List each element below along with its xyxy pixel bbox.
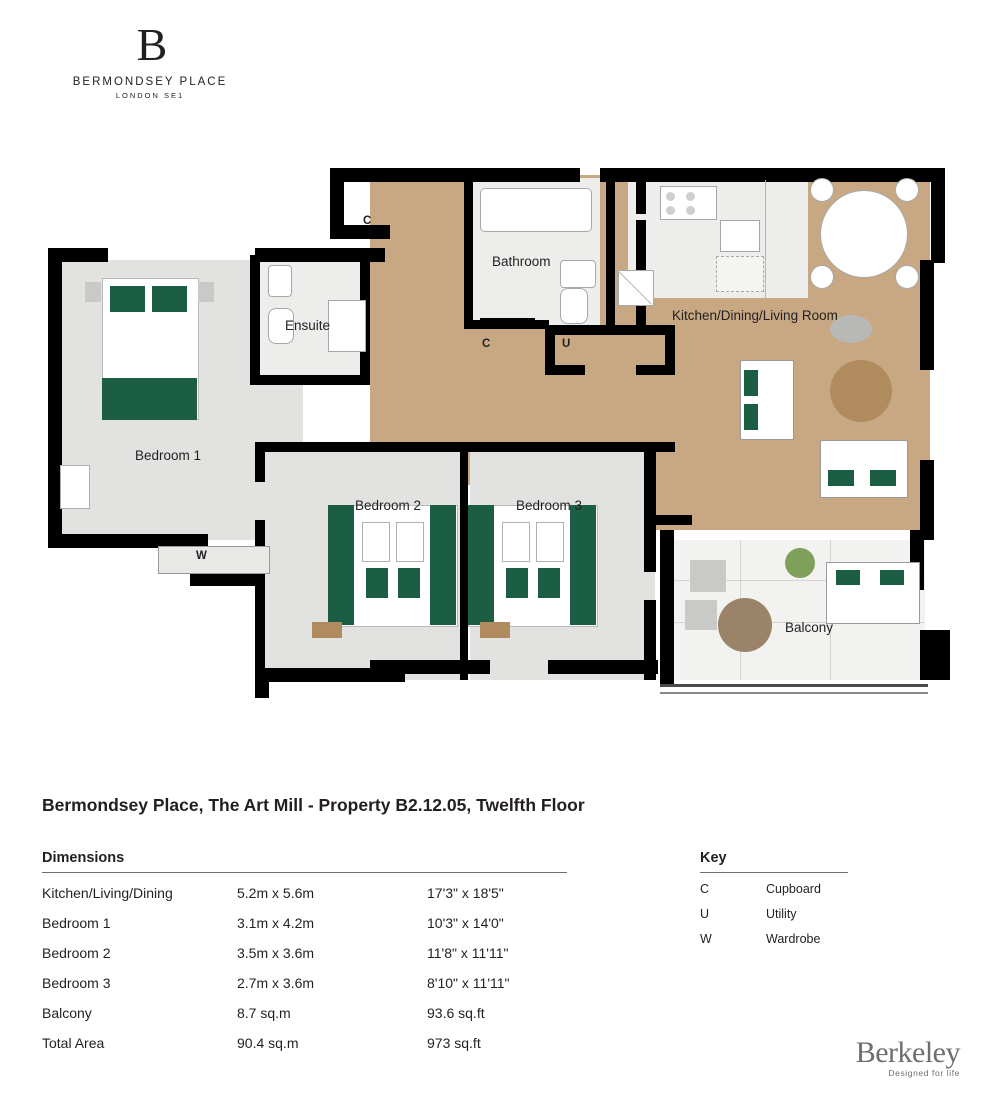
pillow — [152, 286, 187, 312]
dimension-metric: 5.2m x 5.6m — [237, 885, 315, 901]
brand-logo — [50, 19, 250, 100]
wall — [255, 442, 265, 482]
wall — [548, 660, 658, 674]
wall — [480, 318, 535, 326]
key-symbol: U — [700, 906, 710, 921]
balcony-edge — [660, 684, 928, 687]
brand-name: BERMONDSEY PLACE — [72, 76, 228, 88]
kitchen-sink — [720, 220, 760, 252]
room-label-ensuite: Ensuite — [285, 318, 331, 333]
wall — [636, 174, 646, 214]
dimension-metric: 8.7 sq.m — [237, 1005, 291, 1021]
cushion — [366, 568, 388, 598]
table-row — [42, 1028, 587, 1058]
dimension-imperial: 11'8" x 11'11" — [427, 945, 509, 961]
room-label-bedroom2: Bedroom 2 — [355, 498, 422, 513]
bed-side-throw — [570, 505, 596, 625]
room-label-bedroom1: Bedroom 1 — [135, 448, 202, 463]
wall — [460, 450, 468, 680]
cushion — [744, 370, 758, 396]
cushion — [398, 568, 420, 598]
table-row — [700, 876, 821, 901]
cushion — [836, 570, 860, 585]
dimension-imperial: 973 sq.ft — [427, 1035, 481, 1051]
wall — [644, 452, 656, 572]
kitchen-unit-line — [765, 180, 766, 300]
sink-bathroom — [560, 260, 596, 288]
table-row — [42, 938, 587, 968]
key-meaning: Cupboard — [766, 881, 821, 896]
dimension-metric: 90.4 sq.m — [237, 1035, 299, 1051]
toilet-bathroom — [560, 288, 588, 324]
bed-side-throw — [468, 505, 494, 625]
key-meaning: Wardrobe — [766, 931, 821, 946]
pillow — [396, 522, 424, 562]
bedside-table — [198, 282, 214, 302]
dining-chair — [895, 178, 919, 202]
wall — [600, 168, 945, 182]
bedside-table — [85, 282, 101, 302]
dimension-imperial: 8'10" x 11'11" — [427, 975, 510, 991]
wall — [330, 168, 580, 182]
wardrobe-bedroom1 — [158, 546, 270, 574]
room-label-kitchen: Kitchen/Dining/Living Room — [672, 308, 838, 323]
pillow — [110, 286, 145, 312]
dimension-imperial: 10'3" x 14'0" — [427, 915, 504, 931]
dimensions-table — [42, 878, 587, 1058]
bed-side-throw — [328, 505, 354, 625]
dimension-room: Kitchen/Living/Dining — [42, 885, 173, 901]
table-row — [700, 901, 821, 926]
key-symbol: C — [700, 881, 710, 896]
wall — [652, 515, 692, 525]
cushion — [880, 570, 904, 585]
wall — [644, 600, 656, 680]
cushion — [870, 470, 896, 486]
cupboard-tag-top: C — [363, 215, 372, 227]
table-row — [42, 908, 587, 938]
dimension-room: Bedroom 2 — [42, 945, 111, 961]
wall — [545, 365, 585, 375]
wall — [606, 270, 615, 330]
key-symbol: W — [700, 931, 712, 946]
balcony-table — [718, 598, 772, 652]
armchair — [60, 465, 90, 509]
wall — [660, 530, 674, 685]
dimension-room: Bedroom 3 — [42, 975, 111, 991]
key-heading: Key — [700, 850, 727, 866]
wall — [636, 365, 675, 375]
kitchen-appliance — [716, 256, 764, 292]
room-label-bathroom: Bathroom — [492, 254, 551, 269]
wall — [190, 572, 265, 586]
developer-name: Berkeley — [855, 1036, 960, 1069]
brand-sublocation: LONDON SE1 — [115, 91, 185, 100]
wardrobe-tag: W — [196, 550, 207, 562]
dimensions-rule — [42, 872, 567, 873]
dimension-imperial: 17'3" x 18'5" — [427, 885, 504, 901]
key-meaning: Utility — [766, 906, 797, 921]
wall — [255, 668, 269, 698]
pillow — [362, 522, 390, 562]
page-title: Bermondsey Place, The Art Mill - Property B2.12.05, Twelfth Floor — [42, 795, 585, 815]
dimensions-heading: Dimensions — [42, 850, 125, 866]
wall — [931, 168, 945, 263]
cushion — [828, 470, 854, 486]
balcony-edge — [660, 692, 928, 694]
cushion — [506, 568, 528, 598]
wall — [920, 260, 934, 370]
bench — [480, 622, 510, 638]
table-row — [42, 998, 587, 1028]
bench — [312, 622, 342, 638]
cushion — [744, 404, 758, 430]
developer-tagline: Designed for life — [888, 1068, 960, 1078]
wall — [920, 460, 934, 540]
pillow — [536, 522, 564, 562]
plant — [785, 548, 815, 578]
wall — [255, 375, 370, 385]
developer-logo — [856, 1036, 960, 1078]
hob-ring — [666, 192, 675, 201]
wall — [330, 225, 390, 239]
coffee-table — [830, 360, 892, 422]
key-table — [700, 876, 821, 951]
dimension-room: Bedroom 1 — [42, 915, 111, 931]
table-row — [700, 926, 821, 951]
floorplan-drawing — [40, 160, 960, 700]
cushion — [538, 568, 560, 598]
wall — [48, 248, 108, 262]
dining-chair — [810, 178, 834, 202]
dining-chair — [895, 265, 919, 289]
utility-tag: U — [562, 338, 571, 350]
hob-ring — [686, 206, 695, 215]
dimension-metric: 3.5m x 3.6m — [237, 945, 315, 961]
dimension-imperial: 93.6 sq.ft — [427, 1005, 485, 1021]
hob-ring — [666, 206, 675, 215]
wall — [545, 325, 675, 335]
dining-table — [820, 190, 908, 278]
dimension-room: Balcony — [42, 1005, 92, 1021]
table-row — [42, 878, 587, 908]
sink-ensuite — [268, 265, 292, 297]
table-row — [42, 968, 587, 998]
wall — [250, 255, 260, 385]
bathtub — [480, 188, 592, 232]
shower-ensuite — [328, 300, 366, 352]
wall — [920, 630, 950, 680]
balcony-chair — [690, 560, 726, 592]
room-label-balcony: Balcony — [785, 620, 834, 635]
pillow — [502, 522, 530, 562]
bed-side-throw — [430, 505, 456, 625]
room-label-bedroom3: Bedroom 3 — [516, 498, 583, 513]
balcony-chair — [685, 600, 717, 630]
wall — [255, 520, 265, 680]
dimension-room: Total Area — [42, 1035, 105, 1051]
brand-monogram-icon: B — [136, 19, 164, 70]
wall — [370, 660, 490, 674]
sofa-right — [820, 440, 908, 498]
hob-ring — [686, 192, 695, 201]
dining-chair — [810, 265, 834, 289]
bed-throw — [102, 378, 197, 420]
wall — [464, 174, 473, 329]
key-rule — [700, 872, 848, 873]
dimension-metric: 2.7m x 3.6m — [237, 975, 315, 991]
wall — [606, 174, 615, 274]
cupboard-tag-mid: C — [482, 338, 491, 350]
dimension-metric: 3.1m x 4.2m — [237, 915, 315, 931]
